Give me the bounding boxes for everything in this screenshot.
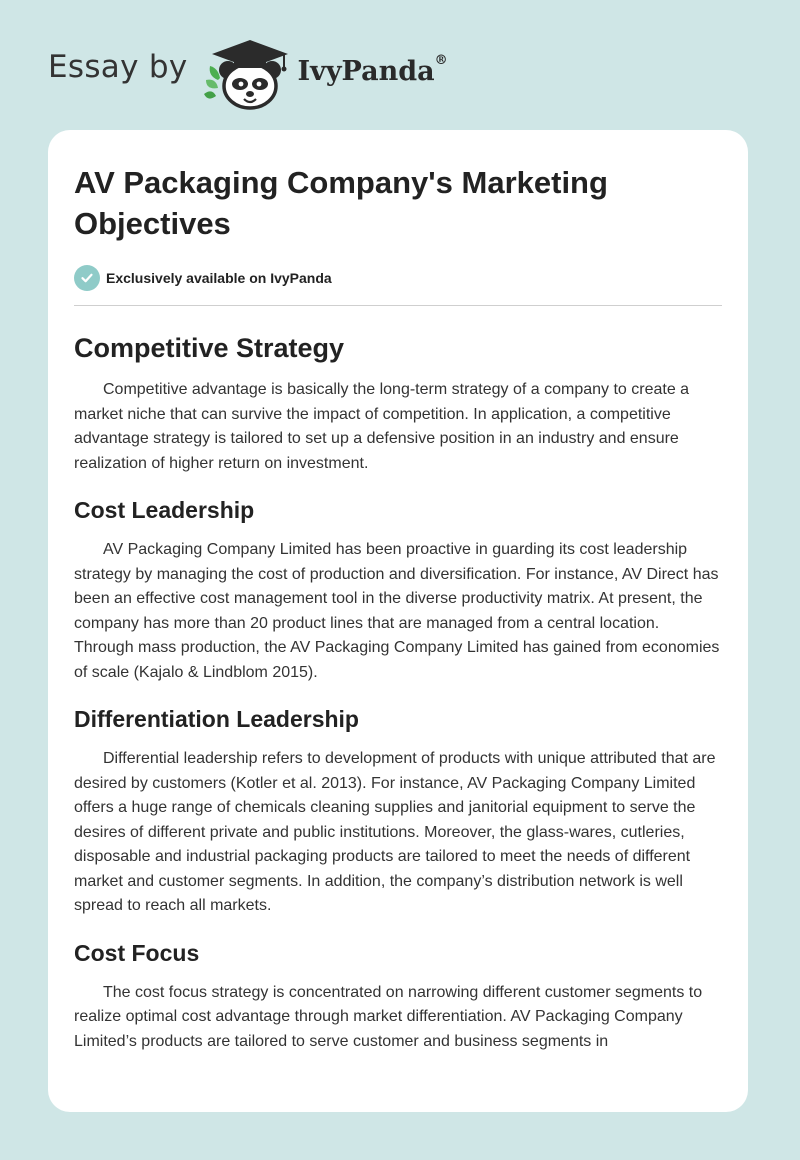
- article-card: [48, 130, 748, 1112]
- section-heading: Cost Leadership: [74, 497, 255, 523]
- registered-mark: ®: [434, 52, 448, 68]
- panda-logo-icon[interactable]: [204, 36, 296, 110]
- article-content: [74, 162, 722, 1054]
- brand-header: [48, 36, 448, 110]
- title-divider: [74, 305, 722, 306]
- section-paragraph: Differential leadership refers to development of products with unique attributed that are desired by customers (Kotler et al. 2013). For instance, AV Packaging Company Limited offers a huge range of chemicals cleaning supplies and janitorial equipment to serve the desires of different private and public institutions. Moreover, the glass-wares, cutleries, disposable and industrial packaging products are tailored to meet the needs of different market and customer segments. In addition, the company’s distribution network is well spread to reach all markets.: [74, 750, 716, 914]
- check-circle-icon: [74, 265, 100, 291]
- article-title: AV Packaging Company's Marketing Objectives: [74, 165, 608, 241]
- section-paragraph: Competitive advantage is basically the long-term strategy of a company to create a market niche that can survive the impact of competition. In application, a competitive advantage strategy is tailored to set up a defensive position in an industry and ensure realization of higher return on investment.: [74, 381, 690, 472]
- exclusive-badge: [74, 265, 722, 291]
- section-heading: Cost Focus: [74, 939, 200, 966]
- section-heading: Differentiation Leadership: [74, 706, 359, 732]
- brand-name: IvyPanda®: [297, 52, 448, 87]
- section-paragraph: AV Packaging Company Limited has been proactive in guarding its cost leadership strategy by managing the cost of production and diversification. For instance, AV Direct has been an effective cost management tool in the diverse productivity matrix. At present, the company has more than 20 product lines that are managed from a central location. Through mass production, the AV Packaging Company Limited has gained from economies of scale (Kajalo & Lindblom 2015).: [74, 541, 720, 681]
- badge-text: Exclusively available on IvyPanda: [106, 270, 332, 286]
- brand-prefix: Essay by: [48, 49, 188, 85]
- section-heading: Competitive Strategy: [74, 333, 345, 363]
- section-paragraph: The cost focus strategy is concentrated on narrowing different customer segments to realize optimal cost advantage through market differentiation. AV Packaging Company Limited’s products are tailored to serve customer and business segments in: [74, 983, 703, 1050]
